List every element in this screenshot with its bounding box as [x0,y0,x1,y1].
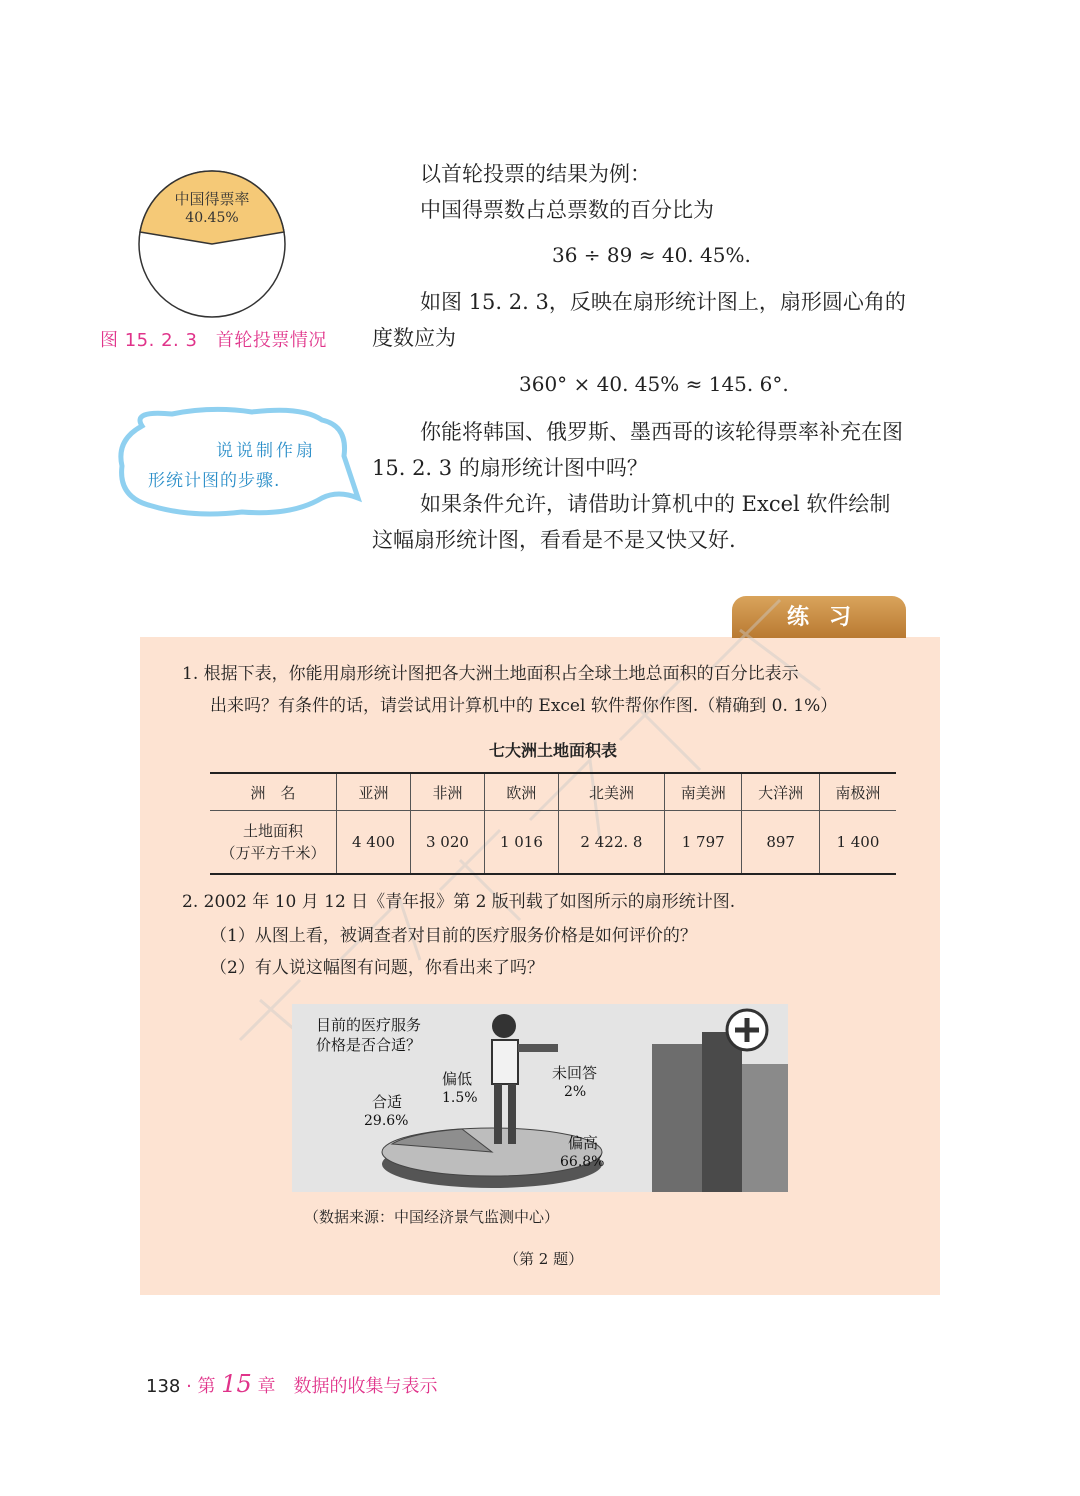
value-africa: 3 020 [410,811,484,875]
low-label: 偏低 [442,1070,473,1088]
col-south-america: 南美洲 [664,773,741,811]
question-2-line-1: 2. 2002 年 10 月 12 日《青年报》第 2 版刊载了如图所示的扇形统计图. [182,892,736,912]
continent-area-table [210,772,896,875]
col-africa: 非洲 [410,773,484,811]
paragraph-4a: 你能将韩国、俄罗斯、墨西哥的该轮得票率补充在图 [420,420,903,444]
row-label-1: 土地面积 [242,822,303,840]
building-shape [742,1064,788,1192]
value-north-america: 2 422. 8 [558,811,664,875]
col-antarctica: 南极洲 [819,773,896,811]
col-europe: 欧洲 [484,773,558,811]
equation-2: 360° × 40. 45% ≈ 145. 6°. [519,372,789,396]
value-south-america: 1 797 [664,811,741,875]
paragraph-3b: 度数应为 [372,326,456,350]
paragraph-3a: 如图 15. 2. 3，反映在扇形统计图上，扇形圆心角的 [420,290,906,314]
question-2-caption: （第 2 题） [504,1250,584,1268]
chapter-title: 章 数据的收集与表示 [251,1376,438,1397]
paragraph-5a: 如果条件允许，请借助计算机中的 Excel 软件绘制 [420,492,891,516]
value-asia: 4 400 [337,811,411,875]
fit-label: 合适 [372,1093,403,1111]
col-oceania: 大洋洲 [742,773,819,811]
fit-value: 29.6% [364,1113,409,1129]
data-source: （数据来源：中国经济景气监测中心） [304,1208,560,1226]
col-north-america: 北美洲 [558,773,664,811]
col-asia: 亚洲 [337,773,411,811]
newspaper-pie-figure [292,1004,788,1192]
high-label: 偏高 [568,1134,599,1152]
no-answer-value: 2% [564,1084,587,1100]
page-number: 138 [146,1376,181,1397]
figure-question-1: 目前的医疗服务 [316,1016,422,1034]
value-europe: 1 016 [484,811,558,875]
table-row [210,811,896,875]
row-label [210,811,337,875]
pie-value: 40.45% [185,210,239,226]
bubble-text [148,436,326,496]
question-1-line-1: 1. 根据下表，你能用扇形统计图把各大洲土地面积占全球土地总面积的百分比表示 [182,664,799,684]
figure-question-2: 价格是否合适？ [316,1036,422,1054]
question-1-line-2: 出来吗？有条件的话，请尝试用计算机中的 Excel 软件帮你作图.（精确到 0. 1%） [210,696,838,716]
paragraph-1: 以首轮投票的结果为例： [420,162,651,186]
building-shape [702,1032,742,1192]
header-label: 洲 名 [210,773,337,811]
person-figure [492,1014,516,1038]
value-oceania: 897 [742,811,819,875]
equation-1: 36 ÷ 89 ≈ 40. 45%. [552,243,751,267]
figure-caption: 图 15. 2. 3 首轮投票情况 [100,330,327,351]
bubble-line-2: 形统计图的步骤. [148,471,281,491]
value-antarctica: 1 400 [836,833,880,851]
bubble-line-1: 说说制作扇 [216,441,316,461]
chapter-prefix: 第 [197,1376,222,1397]
table-header-row [210,773,896,811]
table-title: 七大洲土地面积表 [488,741,617,760]
pie-label: 中国得票率 [174,190,250,208]
exercise-tab: 练习 [732,596,906,638]
question-2-line-3: （2）有人说这幅图有问题，你看出来了吗？ [210,958,544,978]
low-value: 1.5% [442,1090,478,1106]
no-answer-label: 未回答 [552,1064,598,1082]
paragraph-5b: 这幅扇形统计图，看看是不是又快又好. [372,528,736,552]
building-shape [652,1044,702,1192]
paragraph-2: 中国得票数占总票数的百分比为 [420,198,714,222]
chapter-number: 15 [221,1370,252,1398]
footer-separator: · [180,1376,198,1397]
question-2-line-2: （1）从图上看，被调查者对目前的医疗服务价格是如何评价的？ [210,926,697,946]
row-label-2: （万平方千米） [220,844,326,862]
high-value: 66.8% [560,1154,605,1170]
vote-pie-chart [136,168,288,320]
paragraph-4b: 15. 2. 3 的扇形统计图中吗？ [372,456,648,480]
page-footer [146,1370,438,1398]
